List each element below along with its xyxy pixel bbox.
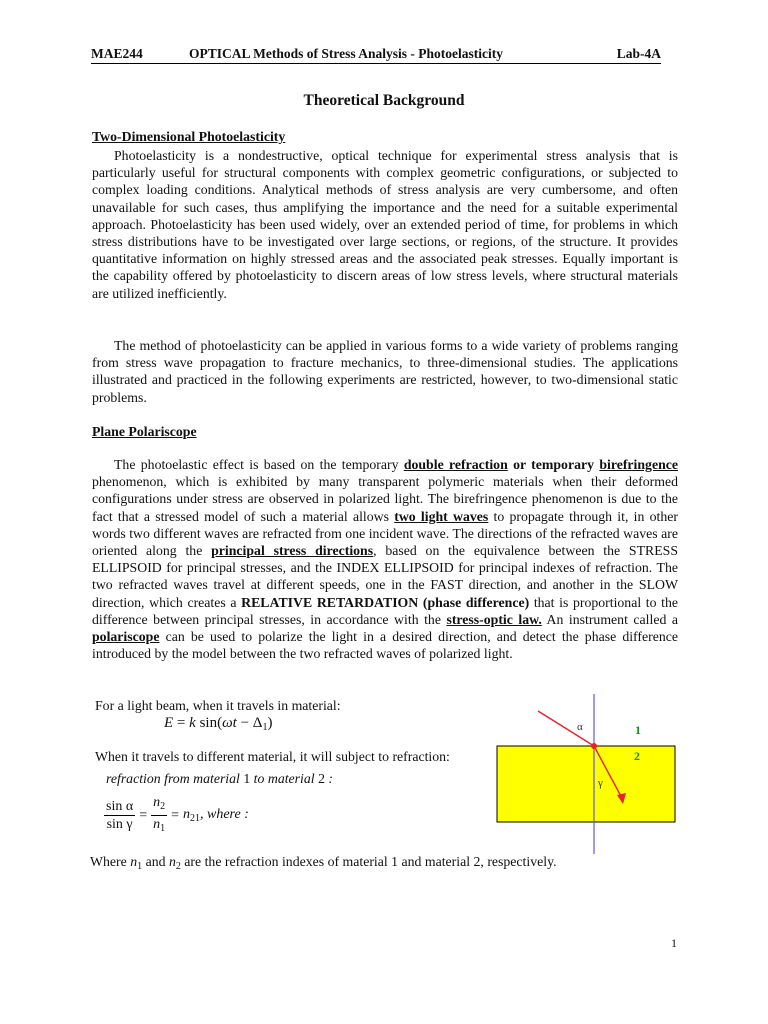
course-code: MAE244 [91, 46, 143, 61]
term-principal-stress-directions: principal stress directions [211, 543, 374, 559]
paragraph-method: The method of photoelasticity can be applied in various forms to a wide variety of problems ranging from stress wave propagation to fracture mechanics, to three-dimensional studies. The applications illustrated and practiced in the following experiments are restricted, however, to two-dimensional static problems. [92, 338, 678, 405]
term-stress-optic-law: stress-optic law. [446, 611, 542, 627]
alpha-label: α [577, 721, 583, 733]
lab-number: Lab-4A [616, 46, 661, 61]
document-title: Theoretical Background [303, 92, 465, 109]
incident-ray [538, 711, 594, 746]
page-number: 1 [671, 936, 677, 950]
term-two-light-waves: two light waves [394, 508, 489, 524]
refraction-caption: refraction from material 1 to material 2 : [106, 771, 334, 786]
material-1-label: 1 [635, 723, 641, 737]
page-header [91, 46, 661, 64]
fraction-sin: $\frac{\text{sin α}}{\text{sin γ}}$ [106, 799, 134, 832]
material-2-label: 2 [634, 749, 640, 763]
term-double-refraction: double refraction [403, 457, 508, 472]
refraction-intro-line: When it travels to different material, it will subject to refraction: [95, 749, 450, 764]
index-definition-line: Where $n_1$ and $n_2$ are the refraction indexes of material 1 and material 2, respectively. [90, 854, 557, 872]
snell-law-equation: $\frac{\text{sin α}}{\text{sin γ}}$ = $\frac{n_2}{n_1}$ = $n_{21}$, where : [104, 794, 249, 837]
fraction-n: $\frac{n_2}{n_1}$ [153, 795, 166, 834]
refraction-diagram [490, 694, 680, 854]
term-relative-retardation: RELATIVE RETARDATION (phase difference) [241, 594, 530, 610]
gamma-label: γ [598, 777, 603, 789]
wave-equation: E = k $\sin(\omega t - \Delta_1)$ [164, 715, 273, 733]
paragraph-intro: Photoelasticity is a nondestructive, optical technique for experimental stress analysis that is particularly useful for structural components with complex geometric configurations, or subjected to complex loading conditions. Analytical methods of stress analysis are very cumbersome, and often unavailable for such cases, thus amplifying the importance and the need for a suitable experimental approach. Photoelasticity has been used widely, over an extended period of time, for problems in which stress distributions have to be investigated over large sections, or regions, of the structure. It provides quantitative information on highly stressed areas and the associated peak stresses. Equally important is the capability offered by photoelasticity to discern areas of low stress levels, where structural materials are utilized inefficiently. [92, 148, 678, 301]
term-polariscope: polariscope [92, 629, 160, 645]
material-2-block [497, 746, 675, 822]
formula-intro-line: For a light beam, when it travels in material: [95, 698, 341, 713]
section-heading-plane-polariscope: Plane Polariscope [92, 424, 197, 439]
paragraph-photoelastic-effect: The photoelastic effect is based on the temporary double refraction or temporary birefringence phenomenon, which is exhibited by many transparent polymeric materials when their deformed configurations under stress are observed in polarized light. The birefringence phenomenon is due to the fact that a stressed model of such a material allows two light waves to propagate through it, in other words two different waves are refracted from one incident wave. The directions of the refracted waves are oriented along the principal stress directions, based on the equivalence between the STRESS ELLIPSOID for principal stresses, and the INDEX ELLIPSOID for principal indexes of refraction. The two refracted waves travel at different speeds, one in the FAST direction, and another in the SLOW direction, which creates a RELATIVE RETARDATION (phase difference) that is proportional to the difference between principal stresses, in accordance with the stress-optic law. An instrument called a polariscope can be used to polarize the light in a desired direction, and detect the phase difference introduced by the model between the two refracted waves of polarized light. [92, 457, 679, 662]
section-heading-2d-photoelasticity: Two-Dimensional Photoelasticity [92, 129, 286, 144]
incidence-point [591, 743, 597, 749]
header-title: OPTICAL Methods of Stress Analysis - Photoelasticity [189, 46, 504, 61]
term-birefringence: birefringence [599, 457, 678, 472]
